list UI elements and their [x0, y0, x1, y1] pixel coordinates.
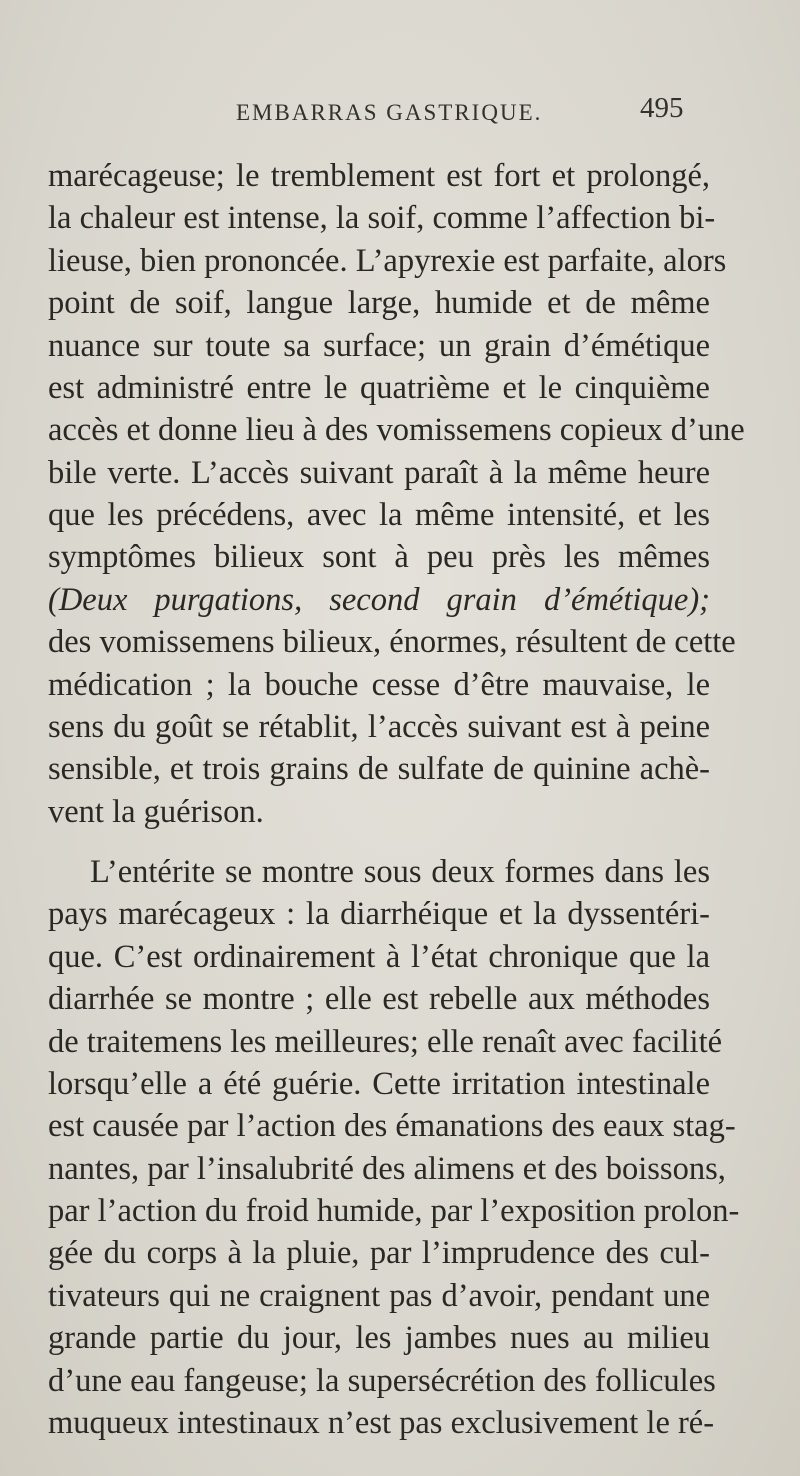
- running-head: EMBARRAS GASTRIQUE.: [236, 100, 543, 125]
- text-line: sensible, et trois grains de sulfate de quinine achè-: [48, 751, 710, 788]
- text-line: muqueux intestinaux n’est pas exclusivement le ré-: [48, 1405, 715, 1441]
- text-line: est administré entre le quatrième et le cinquième: [48, 369, 710, 406]
- text-line: grande partie du jour, les jambes nues au milieu: [48, 1320, 710, 1357]
- text-line: pays marécageux : la diarrhéique et la dyssentéri-: [48, 896, 710, 933]
- text-line: diarrhée se montre ; elle est rebelle aux méthodes: [48, 981, 710, 1018]
- text-line: la chaleur est intense, la soif, comme l’affection bi-: [48, 200, 716, 237]
- text-line: par l’action du froid humide, par l’exposition prolon-: [48, 1193, 740, 1230]
- page-number: 495: [640, 92, 684, 124]
- text-line: que les précédens, avec la même intensité, et les: [48, 497, 710, 534]
- text-line: accès et donne lieu à des vomissemens copieux d’une: [48, 412, 745, 449]
- text-line: est causée par l’action des émanations des eaux stag-: [48, 1108, 736, 1145]
- text-line: gée du corps à la pluie, par l’imprudence des cul-: [48, 1235, 710, 1272]
- text-line: sens du goût se rétablit, l’accès suivant est à peine: [48, 708, 710, 745]
- text-line: lieuse, bien prononcée. L’apyrexie est parfaite, alors: [48, 242, 727, 279]
- text-line: tivateurs qui ne craignent pas d’avoir, pendant une: [48, 1277, 710, 1314]
- text-line: vent la guérison.: [48, 793, 264, 830]
- text-line: L’entérite se montre sous deux formes dans les: [90, 854, 710, 891]
- text-line: de traitemens les meilleures; elle renaît avec facilité: [48, 1023, 723, 1060]
- text-line: point de soif, langue large, humide et de même: [48, 285, 710, 322]
- text-line: des vomissemens bilieux, énormes, résultent de cette: [48, 624, 736, 661]
- text-line-italic: (Deux purgations, second grain d’émétique);: [48, 581, 710, 618]
- text-line: lorsqu’elle a été guérie. Cette irritation intestinale: [48, 1065, 710, 1102]
- text-line: nuance sur toute sa surface; un grain d’émétique: [48, 327, 710, 364]
- text-line: nantes, par l’insalubrité des alimens et des boissons,: [48, 1150, 726, 1187]
- text-line: que. C’est ordinairement à l’état chronique que la: [48, 938, 710, 975]
- text-line: symptômes bilieux sont à peu près les mêmes: [48, 539, 710, 576]
- text-line: bile verte. L’accès suivant paraît à la même heure: [48, 454, 710, 491]
- text-line: médication ; la bouche cesse d’être mauvaise, le: [48, 666, 710, 703]
- text-line: d’une eau fangeuse; la supersécrétion des follicules: [48, 1362, 716, 1399]
- text-line: marécageuse; le tremblement est fort et prolongé,: [48, 158, 710, 194]
